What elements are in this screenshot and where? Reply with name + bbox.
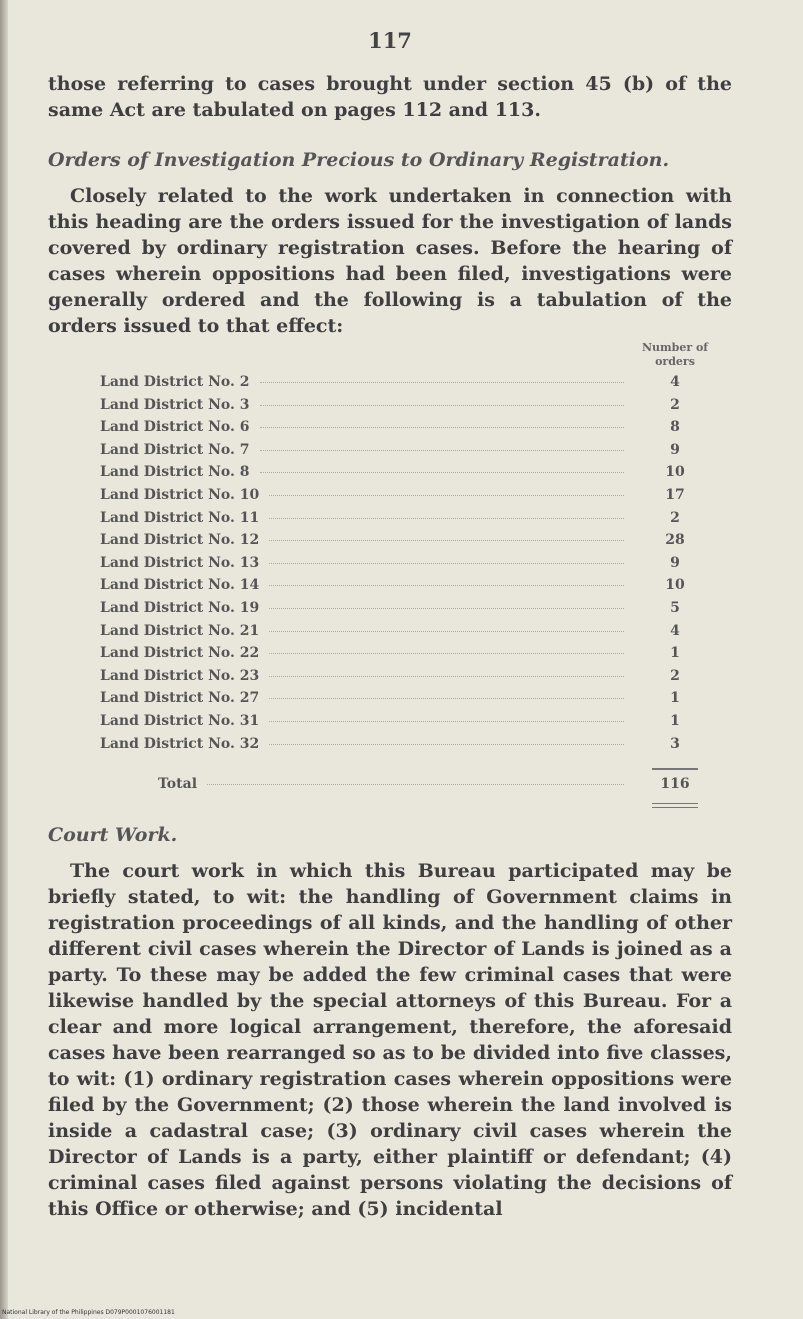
table-row: [48, 464, 732, 487]
section-heading-court-work: Court Work.: [48, 823, 178, 846]
dot-leader: [269, 744, 624, 745]
court-work-paragraph: The court work in which this Bureau participated may be briefly stated, to wit: the handling of Government claims in registration proceedings of all kinds, and the handling of other different civil cases wherein the Director of Lands is joined as a party. To these may be added the few criminal cases that were likewise handled by the special attorneys of this Bureau. For a clear and more logical arrangement, therefore, the aforesaid cases have been rearranged so as to be divided into five classes, to wit: (1) ordinary registration cases wherein oppositions were filed by the Government; (2) those wherein the land involved is inside a cadastral case; (3) ordinary civil cases wherein the Director of Lands is a party, either plaintiff or defendant; (4) criminal cases filed against persons violating the decisions of this Office or otherwise; and (5) incidental: [48, 859, 732, 1220]
column-header: Number of orders: [641, 341, 709, 368]
row-label: Land District No. 7: [100, 441, 250, 458]
orders-table: [48, 341, 732, 808]
total-row: [48, 776, 732, 799]
row-label: Land District No. 11: [100, 509, 260, 526]
table-rows: [48, 341, 732, 758]
table-row: [48, 442, 732, 465]
row-label: Land District No. 23: [100, 667, 260, 684]
row-value: 3: [670, 735, 680, 752]
row-value: 28: [665, 532, 685, 549]
total-value: 116: [660, 776, 690, 793]
page-number: 117: [368, 28, 412, 53]
row-label: Land District No. 21: [100, 622, 260, 639]
table-row: [48, 555, 732, 578]
dot-leader: [269, 518, 624, 519]
row-label: Land District No. 6: [100, 419, 250, 436]
row-value: 1: [670, 645, 680, 662]
row-value: 4: [670, 622, 680, 639]
row-label: Land District No. 10: [100, 486, 260, 503]
row-label: Land District No. 13: [100, 554, 260, 571]
row-label: Land District No. 32: [100, 735, 260, 752]
table-row: [48, 713, 732, 736]
table-row: [48, 397, 732, 420]
row-label: Land District No. 22: [100, 645, 260, 662]
table-row: [48, 487, 732, 510]
dot-leader: [260, 472, 624, 473]
table-row: [48, 419, 732, 442]
row-label: Land District No. 8: [100, 464, 250, 481]
table-row: [48, 577, 732, 600]
double-rule: [652, 803, 698, 808]
dot-leader: [269, 585, 624, 586]
table-row: [48, 600, 732, 623]
dot-leader: [269, 495, 624, 496]
row-value: 1: [670, 712, 680, 729]
row-value: 4: [670, 374, 680, 390]
table-row: [48, 736, 732, 759]
dot-leader: [260, 405, 624, 406]
table-row: [48, 623, 732, 646]
document-page: [48, 28, 732, 1222]
dot-leader: [260, 450, 624, 451]
row-label: Land District No. 27: [100, 690, 260, 707]
dot-leader: [269, 608, 624, 609]
binding-edge: [0, 0, 8, 1319]
orders-paragraph: Closely related to the work undertaken in connection with this heading are the orders issued for the investigation of lands covered by ordinary registration cases. Before the hearing of cases wherein oppositions had been filed, investigations were generally ordered and the following is a tabulation of the orders issued to that effect:: [48, 185, 732, 337]
row-value: 8: [670, 419, 680, 436]
row-value: 10: [665, 464, 685, 481]
dot-leader: [269, 676, 624, 677]
row-label: Land District No. 12: [100, 532, 260, 549]
row-label: Land District No. 19: [100, 599, 260, 616]
dot-leader: [260, 382, 624, 383]
table-row: [48, 690, 732, 713]
dot-leader: [269, 631, 624, 632]
row-label: Land District No. 31: [100, 712, 260, 729]
dot-leader: [269, 698, 624, 699]
row-value: 10: [665, 577, 685, 594]
opening-paragraph: those referring to cases brought under section 45 (b) of the same Act are tabulated on pages 112 and 113.: [48, 73, 732, 121]
row-value: 9: [670, 441, 680, 458]
row-label: Land District No. 2: [100, 374, 250, 390]
table-row: [48, 532, 732, 555]
row-value: 9: [670, 554, 680, 571]
row-value: 2: [670, 509, 680, 526]
total-label: Total: [158, 776, 198, 793]
row-label: Land District No. 14: [100, 577, 260, 594]
table-row: [48, 374, 732, 397]
row-value: 17: [665, 486, 685, 503]
dot-leader: [207, 784, 624, 785]
table-row: [48, 668, 732, 691]
dot-leader: [269, 540, 624, 541]
row-value: 2: [670, 396, 680, 413]
total-rule: [652, 768, 698, 770]
table-row: [48, 510, 732, 533]
scan-footer: National Library of the Philippines D079P0001076001181: [2, 1309, 175, 1316]
dot-leader: [269, 721, 624, 722]
dot-leader: [260, 427, 624, 428]
row-value: 5: [670, 599, 680, 616]
section-heading-orders: Orders of Investigation Precious to Ordinary Registration.: [48, 149, 670, 171]
row-value: 1: [670, 690, 680, 707]
dot-leader: [269, 563, 624, 564]
row-label: Land District No. 3: [100, 396, 250, 413]
row-value: 2: [670, 667, 680, 684]
table-row: [48, 645, 732, 668]
dot-leader: [269, 653, 624, 654]
